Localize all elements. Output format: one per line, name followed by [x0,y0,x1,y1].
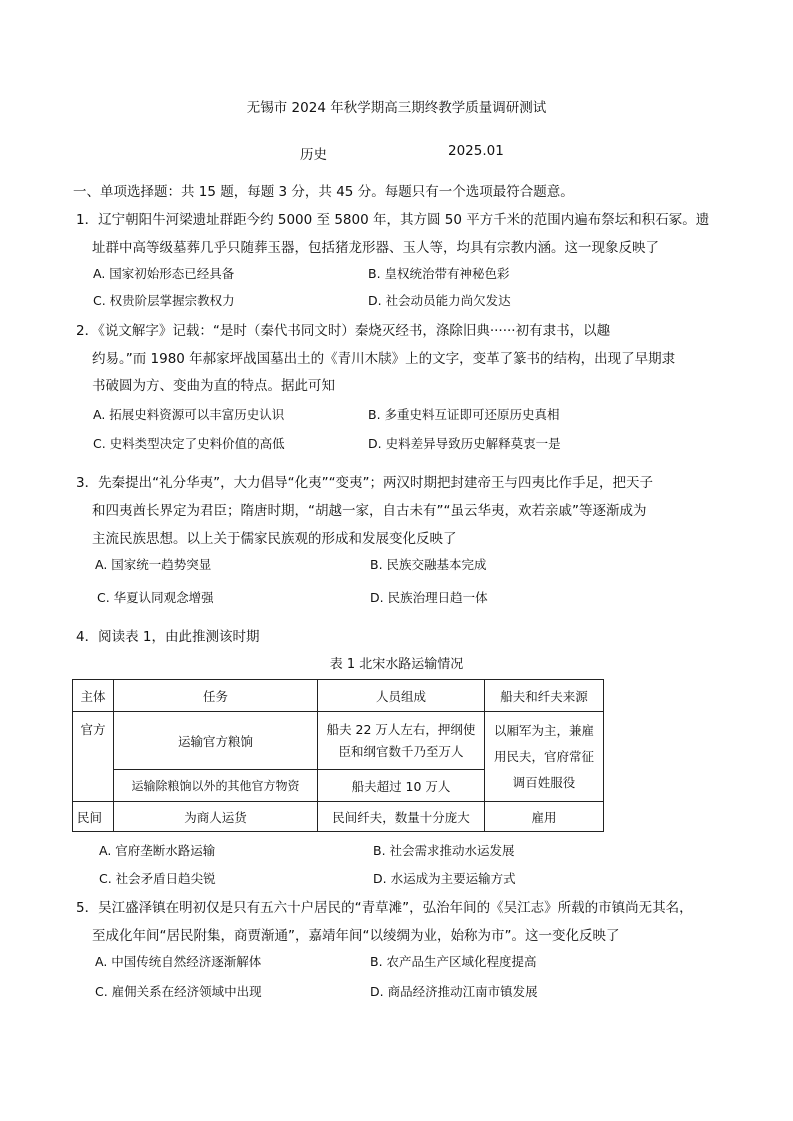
header-source: 船夫和纤夫来源 [485,680,604,712]
official-staff-other: 船夫超过 10 万人 [318,770,485,802]
q1-option-a[interactable]: A. 国家初始形态已经具备 [93,266,235,281]
q5-option-b[interactable]: B. 农产品生产区域化程度提高 [370,954,537,969]
official-source [485,712,604,802]
header-task: 任务 [114,680,318,712]
q2-option-c[interactable]: C. 史料类型决定了史料价值的高低 [93,436,285,451]
q2-option-d[interactable]: D. 史料差异导致历史解释莫衷一是 [368,436,561,451]
official-staff-grain-line-2: 臣和纲官数千乃至万人 [338,743,464,759]
header-subject: 主体 [73,680,114,712]
civil-staff: 民间纤夫，数量十分庞大 [318,802,485,832]
q3-line-3: 主流民族思想。以上关于儒家民族观的形成和发展变化反映了 [92,531,457,547]
q1-option-b[interactable]: B. 皇权统治带有神秘色彩 [368,266,510,281]
q2-option-b[interactable]: B. 多重史料互证即可还原历史真相 [368,407,560,422]
q5-option-d[interactable]: D. 商品经济推动江南市镇发展 [370,984,538,999]
q2-line-3: 书破圆为方、变曲为直的特点。据此可知 [92,378,335,394]
official-source-line-2: 用民夫，官府常征 [493,748,594,764]
q5-option-c[interactable]: C. 雇佣关系在经济领域中出现 [95,984,262,999]
official-task-other: 运输除粮饷以外的其他官方物资 [114,770,318,802]
section-heading: 一、单项选择题：共 15 题，每题 3 分，共 45 分。每题只有一个选项最符合题意。 [73,184,574,200]
official-staff-grain [318,712,485,770]
q5-line-2: 至成化年间“居民附集，商贾渐通”，嘉靖年间“以绫绸为业，始称为市”。这一变化反映了 [92,928,620,944]
q1-option-d[interactable]: D. 社会动员能力尚欠发达 [368,293,511,308]
q5-line-1: 5．吴江盛泽镇在明初仅是只有五六十户居民的“青草滩”，弘治年间的《吴江志》所载的市镇尚无其名， [76,900,693,916]
table-caption: 表 1 北宋水路运输情况 [329,657,464,672]
civil-label: 民间 [73,802,114,832]
q1-line-2: 址群中高等级墓葬几乎只随葬玉器，包括猪龙形器、玉人等，均具有宗教内涵。这一现象反映了 [92,240,659,256]
q2-line-1: 2．《说文解字》记载：“是时（秦代书同文时）秦烧灭经书，涤除旧典······初有隶书，以趣 [76,323,611,339]
q5-option-a[interactable]: A. 中国传统自然经济逐渐解体 [95,954,262,969]
q3-option-a[interactable]: A. 国家统一趋势突显 [95,557,212,572]
q4-line-1: 4．阅读表 1，由此推测该时期 [76,629,260,645]
q1-option-c[interactable]: C. 权贵阶层掌握宗教权力 [93,293,235,308]
q2-line-2: 约易。”而 1980 年郝家坪战国墓出土的《青川木牍》上的文字，变革了篆书的结构，出现了早期隶 [92,351,676,367]
q4-option-c[interactable]: C. 社会矛盾日趋尖锐 [99,871,216,886]
civil-task: 为商人运货 [114,802,318,832]
exam-date: 2025.01 [448,143,504,159]
q3-option-b[interactable]: B. 民族交融基本完成 [370,557,487,572]
q3-option-d[interactable]: D. 民族治理日趋一体 [370,590,488,605]
q3-option-c[interactable]: C. 华夏认同观念增强 [97,590,214,605]
subject-label: 历史 [300,147,327,163]
official-source-line-3: 调百姓服役 [512,774,576,790]
official-staff-grain-line-1: 船夫 22 万人左右，押纲使 [326,721,476,737]
header-staff: 人员组成 [318,680,485,712]
q2-option-a[interactable]: A. 拓展史料资源可以丰富历史认识 [93,407,285,422]
exam-title: 无锡市 2024 年秋学期高三期终教学质量调研测试 [246,100,547,116]
q3-line-2: 和四夷酋长界定为君臣；隋唐时期，“胡越一家，自古未有”“虽云华夷，欢若亲戚”等逐渐成为 [92,503,647,519]
civil-source: 雇用 [485,802,604,832]
q4-option-d[interactable]: D. 水运成为主要运输方式 [373,871,516,886]
q3-line-1: 3．先秦提出“礼分华夷”，大力倡导“化夷”“变夷”；两汉时期把封建帝王与四夷比作手足，把天子 [76,475,654,491]
official-label: 官方 [73,712,114,802]
q4-option-a[interactable]: A. 官府垄断水路运输 [99,843,216,858]
q1-line-1: 1．辽宁朝阳牛河梁遗址群距今约 5000 至 5800 年，其方圆 50 平方千米的范围内遍布祭坛和积石冢。遗 [76,212,710,228]
transport-table [72,679,604,832]
q4-option-b[interactable]: B. 社会需求推动水运发展 [373,843,515,858]
official-task-grain: 运输官方粮饷 [114,712,318,770]
official-source-line-1: 以厢军为主，兼雇 [493,722,594,738]
